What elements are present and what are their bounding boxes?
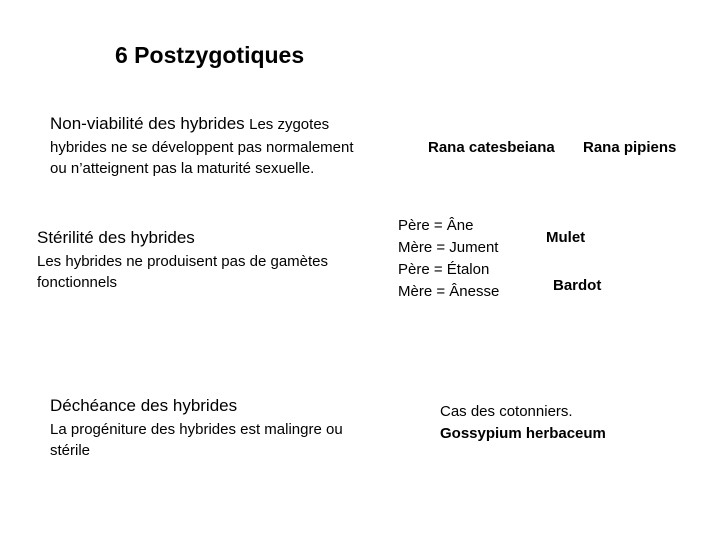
non-viability-heading-line: [50, 114, 329, 135]
non-viability-text-line2: hybrides ne se développent pas normalement: [50, 139, 354, 156]
slide-title: 6 Postzygotiques: [115, 42, 305, 68]
non-viability-heading: Non-viabilité des hybrides: [50, 114, 245, 133]
cross-line-3: Père = Étalon: [398, 261, 490, 278]
cross-line-1: Père = Âne: [398, 217, 474, 234]
cotton-case-line2: Gossypium herbaceum: [440, 425, 606, 442]
non-viability-text-inline: Les zygotes: [249, 116, 330, 133]
sterility-heading: Stérilité des hybrides: [37, 228, 195, 247]
breakdown-text-line2: stérile: [50, 442, 91, 459]
breakdown-text-line1: La progéniture des hybrides est malingre ou: [50, 421, 343, 438]
hybrid-bardot: Bardot: [553, 277, 602, 294]
non-viability-text-line3: ou n’atteignent pas la maturité sexuelle.: [50, 160, 315, 177]
species-rana-catesbeiana: Rana catesbeiana: [428, 139, 555, 156]
species-rana-pipiens: Rana pipiens: [583, 139, 677, 156]
cross-line-2: Mère = Jument: [398, 239, 499, 256]
hybrid-mulet: Mulet: [546, 229, 586, 246]
sterility-text-line1: Les hybrides ne produisent pas de gamètes: [37, 253, 329, 270]
breakdown-heading: Déchéance des hybrides: [50, 396, 238, 415]
cotton-case-line1: Cas des cotonniers.: [440, 403, 573, 420]
cross-line-4: Mère = Ânesse: [398, 283, 500, 300]
sterility-text-line2: fonctionnels: [37, 274, 118, 291]
